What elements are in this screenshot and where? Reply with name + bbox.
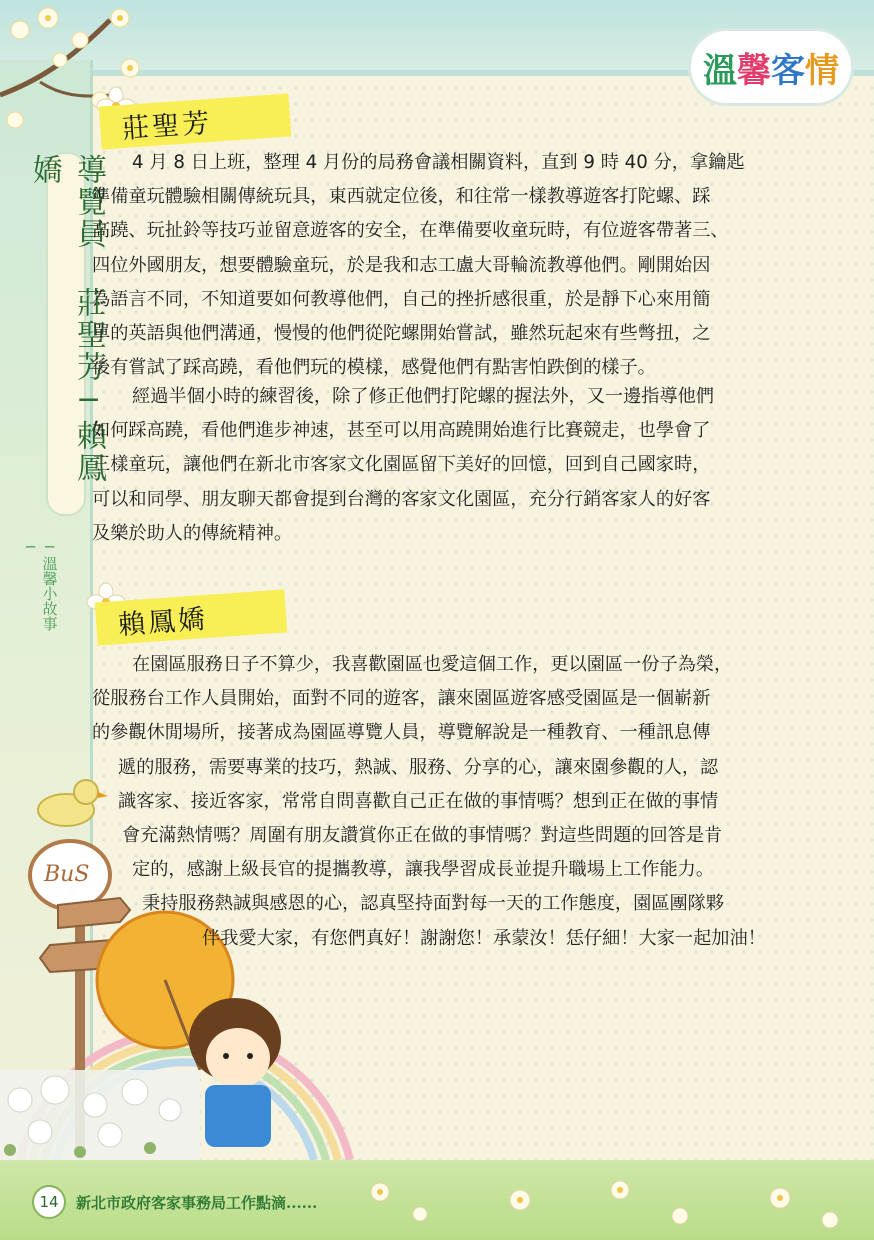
text-line: 4 月 8 日上班，整理 4 月份的局務會議相關資料，直到 9 時 40 分，拿鑰匙: [132, 152, 745, 173]
logo-char: 馨: [737, 50, 771, 91]
text-line: 後有嘗試了踩高蹺，看他們玩的模樣，感覺他們有點害怕跌倒的樣子。: [92, 357, 656, 379]
vertical-title: [46, 152, 86, 516]
text-line: 從服務台工作人員開始，面對不同的遊客，讓來園區遊客感受園區是一個嶄新: [92, 688, 711, 710]
section-label: ─溫馨小故事─: [21, 538, 59, 631]
section-heading: 莊聖芳: [99, 93, 292, 149]
text-line: 及樂於助人的傳統精神。: [92, 522, 293, 544]
text-line: 可以和同學、朋友聊天都會提到台灣的客家文化園區，充分行銷客家人的好客: [92, 488, 711, 510]
text-line: 如何踩高蹺，看他們進步神速，甚至可以用高蹺開始進行比賽競走，也學會了: [92, 420, 711, 442]
text-line: 會充滿熱情嗎？周圍有朋友讚賞你正在做的事情嗎？對這些問題的回答是肯: [122, 825, 723, 847]
paragraph: [92, 146, 810, 385]
text-line: 的參觀休閒場所，接著成為園區導覽人員，導覽解說是一種教育、一種訊息傳: [92, 722, 711, 744]
paragraph: [92, 380, 810, 551]
bus-sign-text: BuS: [44, 862, 90, 887]
logo-char: 客: [771, 50, 805, 91]
logo-char: 溫: [703, 50, 737, 91]
text-line: 遞的服務，需要專業的技巧，熱誠、服務、分享的心，讓來園參觀的人，認: [118, 756, 719, 778]
text-line: 四位外國朋友，想要體驗童玩，於是我和志工盧大哥輪流教導他們。剛開始因: [92, 254, 711, 276]
flowers-icon: [360, 1170, 860, 1240]
text-line: 識客家、接近客家，常常自問喜歡自己正在做的事情嗎？想到正在做的事情: [118, 790, 719, 812]
text-line: 秉持服務熱誠與感恩的心，認真堅持面對每一天的工作態度，園區團隊夥: [142, 893, 725, 915]
text-line: 為語言不同，不知道要如何教導他們，自己的挫折感很重，於是靜下心來用簡: [92, 288, 711, 310]
footer: [32, 1182, 317, 1222]
text-line: 在園區服務日子不算少，我喜歡園區也愛這個工作，更以園區一份子為榮，: [132, 654, 733, 675]
text-line: 經過半個小時的練習後，除了修正他們打陀螺的握法外，又一邊指導他們: [132, 386, 715, 407]
paragraph: [92, 648, 810, 956]
text-line: 伴我愛大家，有您們真好！謝謝您！承蒙汝！恁仔細！大家一起加油！: [202, 927, 766, 949]
text-line: 單的英語與他們溝通，慢慢的他們從陀螺開始嘗試，雖然玩起來有些彆扭，之: [92, 323, 711, 345]
text-line: 高蹺、玩扯鈴等技巧並留意遊客的安全，在準備要收童玩時，有位遊客帶著三、: [92, 220, 729, 242]
page-number: 14: [32, 1185, 66, 1219]
section-heading: 賴鳳嬌: [95, 589, 288, 645]
text-line: 三樣童玩，讓他們在新北市客家文化園區留下美好的回憶，回到自己國家時，: [92, 454, 711, 476]
text-line: 準備童玩體驗相關傳統玩具，東西就定位後，和往常一樣教導遊客打陀螺、踩: [92, 186, 711, 208]
logo-badge: [688, 28, 854, 106]
logo-char: 情: [805, 50, 839, 91]
footer-text: 新北市政府客家事務局工作點滴......: [76, 1193, 318, 1212]
text-line: 定的，感謝上級長官的提攜教導，讓我學習成長並提升職場上工作能力。: [132, 859, 715, 881]
